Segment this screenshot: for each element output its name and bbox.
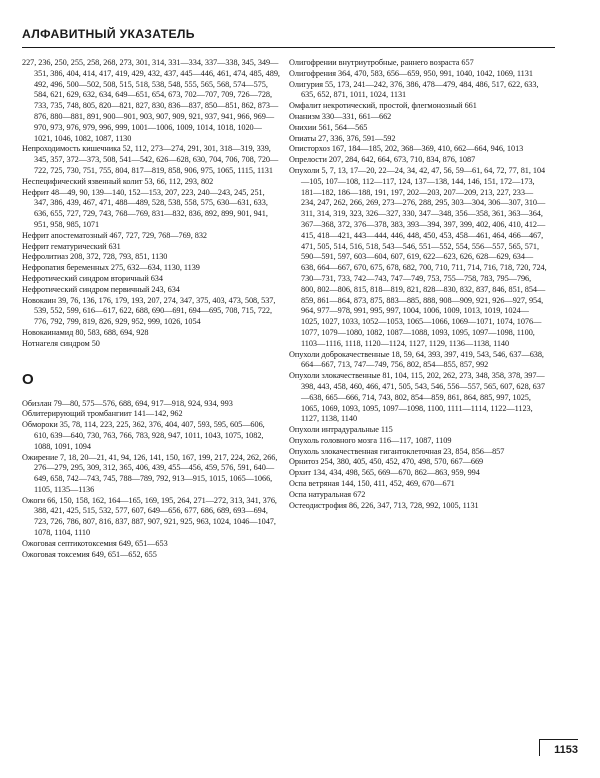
running-header: АЛФАВИТНЫЙ УКАЗАТЕЛЬ	[22, 27, 195, 41]
index-entry: Облитерирующий тромбангиит 141—142, 962	[22, 409, 183, 419]
index-entry: Новокаин 39, 76, 136, 176, 179, 193, 207, 274, 347, 375, 403, 473, 508, 537, 539, 552, 599, 616—617, 622, 688, 690—691, 694—695, 708, 715, 722, 776, 792, 799, 819, 826, 929, 952, 999, 1026, 1054	[22, 295, 276, 327]
index-entry: Нефрит 48—49, 90, 139—140, 152—153, 207, 223, 240—243, 245, 251, 347, 386, 439, 467, 471, 488—489, 528, 538, 558, 575, 630—631, 633, 636, 655, 727, 729, 743, 768—769, 831—832, 836, 892, 899, 901, 941, 951, 958, 985, 1071	[22, 187, 268, 229]
index-entry: Ожирение 7, 18, 20—21, 41, 94, 126, 141, 150, 167, 199, 217, 224, 262, 266, 276—279, 295, 309, 312, 365, 406, 439, 455—456, 459, 576, 591, 640—649, 658, 742—743, 745, 788—789, 792, 913—915, 1015, 1065—1066, 1105, 1135—1136	[22, 452, 278, 494]
index-entry: Оспа натуральная 672	[289, 489, 366, 499]
index-entry: Оспа ветряная 144, 150, 411, 452, 469, 670—671	[289, 479, 455, 489]
index-entry: Непроходимость кишечника 52, 112, 273—274, 291, 301, 318—319, 339, 345, 357, 372—373, 508, 541—542, 626—628, 630, 704, 706, 708, 720—722, 725, 730, 751, 755, 804, 817—819, 858, 906, 975, 1065, 1115, 1131	[22, 144, 279, 175]
index-entry: Олигофрении внутриутробные, раннего возраста 657	[289, 58, 474, 67]
index-entry: Опрелости 207, 284, 642, 664, 673, 710, 834, 876, 1087	[289, 155, 476, 165]
index-entry: Орнитоз 254, 380, 405, 450, 452, 470, 498, 570, 667—669	[289, 457, 484, 467]
index-entry: Орхит 134, 434, 498, 565, 669—670, 862—863, 959, 994	[289, 468, 480, 478]
index-entry: Омфалит некротический, простой, флегмонозный 661	[289, 101, 477, 111]
index-entry: Нефролитиаз 208, 372, 728, 793, 851, 1130	[22, 252, 168, 262]
index-entry: Нефропатия беременных 275, 632—634, 1130, 1139	[22, 263, 200, 273]
index-entry: Остеодистрофия 86, 226, 347, 713, 728, 992, 1005, 1131	[289, 500, 479, 510]
index-entry: Обмороки 35, 78, 114, 223, 225, 362, 376, 404, 407, 593, 595, 605—606, 610, 639—640, 730, 763, 766, 783, 928, 947, 1011, 1043, 1075, 1082, 1088, 1091, 1094	[22, 420, 265, 451]
index-entry: Нефротический синдром вторичный 634	[22, 273, 163, 283]
index-entry: Онанизм 330—331, 661—662	[289, 111, 392, 121]
index-entry: 227, 236, 250, 255, 258, 268, 273, 301, 314, 331—334, 337—338, 345, 349—351, 386, 404, 414, 417, 419, 429, 432, 437, 445—446, 461, 474, 485, 489, 492, 496, 500—502, 508, 515, 518, 538, 548, 555, 565, 568, 574—575, 584, 621, 629, 632, 634, 649—651, 654, 673, 702—707, 709, 726—728, 733, 735, 748, 805, 820—821, 827, 830, 836—837, 850—851, 862, 873—876, 880—881, 891, 900—901, 903, 907, 909, 921, 937, 941, 966, 969—970, 973, 976, 979, 996, 999, 1001—1006, 1009, 1014, 1018, 1020—1021, 1046, 1082, 1087, 1130	[22, 58, 280, 143]
index-entry: Обизлан 79—80, 575—576, 688, 694, 917—918, 924, 934, 993	[22, 398, 233, 408]
index-entry: Опухоли доброкачественные 18, 59, 64, 393, 397, 419, 543, 546, 637—638, 664—667, 713, 747—749, 756, 802, 854—855, 857, 992	[289, 349, 544, 370]
index-entry: Олигофрения 364, 470, 583, 656—659, 950, 991, 1040, 1042, 1069, 1131	[289, 68, 533, 78]
entries-continued-n	[22, 58, 280, 350]
index-entry: Ожоговая септикотоксемия 649, 651—653	[22, 538, 168, 548]
section-letter: О	[22, 370, 34, 388]
entries-letter-o-left	[22, 399, 280, 561]
index-entry: Ожоги 66, 150, 158, 162, 164—165, 169, 195, 264, 271—272, 313, 341, 376, 388, 421, 425, 515, 532, 577, 607, 649—656, 677, 686, 689, 693—694, 723, 726, 786, 807, 816, 837, 887, 907, 921, 925, 963, 1024, 1046—1047, 1078, 1104, 1110	[22, 495, 277, 538]
index-entry: Опухоли злокачественные 81, 104, 115, 202, 262, 273, 348, 358, 378, 397—398, 443, 458, 460, 466, 471, 505, 543, 546, 556—557, 565, 607, 628, 637—638, 665—666, 714, 743, 802, 854—859, 861, 864, 885, 997, 1025, 1065, 1069, 1093, 1095, 1097—1098, 1100, 1111—1114, 1122—1123, 1127, 1138, 1140	[289, 371, 545, 424]
right-column	[289, 58, 547, 511]
index-entry: Олигурия 55, 173, 241—242, 376, 386, 478—479, 484, 486, 517, 622, 633, 635, 652, 871, 1011, 1024, 1131	[289, 79, 539, 100]
index-entry: Нотнагеля синдром 50	[22, 338, 100, 348]
index-entry: Опухоль головного мозга 116—117, 1087, 1109	[289, 435, 452, 445]
header-rule	[22, 47, 555, 48]
index-entry: Нефрит гематурический 631	[22, 241, 121, 251]
index-entry: Описторхоз 167, 184—185, 202, 368—369, 410, 662—664, 946, 1013	[289, 144, 524, 154]
index-entry: Опухоль злокачественная гигантоклеточная 23, 854, 856—857	[289, 446, 505, 456]
index-entry: Новокаинамид 80, 583, 688, 694, 928	[22, 327, 149, 337]
index-entry: Опухоли 5, 7, 13, 17—20, 22—24, 34, 42, 47, 56, 59—61, 64, 72, 77, 81, 104—105, 107—108, 112—117, 124, 137—138, 144, 146, 151, 172—173, 181—182, 186—188, 191, 197, 202—203, 207—209, 213, 227, 233—234, 247, 262, 266, 269, 273—276, 288, 295, 303—304, 306—307, 310—311, 314, 319, 323, 326—327, 330, 347—348, 356—358, 361, 363—364, 367—368, 372, 376—378, 383, 393—394, 397, 399, 402, 406, 410, 412—415, 418—421, 443—444, 446, 448, 450, 453, 458—461, 464, 466—467, 471, 505, 514, 516, 518, 543—546, 551—552, 554, 556—557, 565, 571, 590—591, 597, 603—604, 607, 619, 622—623, 626, 628—629, 634—638, 664—667, 670, 675, 678, 682, 700, 710, 711, 714, 716, 718, 720, 724, 730—731, 733, 742—743, 747—749, 753, 755—758, 783, 795—796, 800, 802—806, 815, 818—819, 821, 828—830, 832, 837, 846, 851, 854—859, 861—864, 873, 875, 883—885, 888, 908—909, 921, 926—927, 954, 964, 977—978, 991, 995, 997, 1004, 1006, 1009, 1013, 1019, 1024—1025, 1027, 1033, 1052—1053, 1065—1066, 1069—1071, 1074, 1076—1077, 1079—1080, 1082, 1087—1088, 1093, 1095, 1097—1098, 1100, 1103—1116, 1118, 1120—1124, 1127, 1129, 1136—1138, 1140	[289, 165, 547, 348]
index-entry: Опухоли интрадуральные 115	[289, 425, 393, 435]
index-entry: Неспецифический язвенный колит 53, 66, 112, 293, 802	[22, 176, 214, 186]
entries-letter-o-right	[289, 58, 547, 511]
index-entry: Онихии 561, 564—565	[289, 122, 368, 132]
index-entry: Нефрит апостематозный 467, 727, 729, 768—769, 832	[22, 230, 207, 240]
left-column	[22, 58, 280, 560]
index-entry: Ожоговая токсемия 649, 651—652, 655	[22, 549, 157, 559]
index-entry: Опиаты 27, 336, 376, 591—592	[289, 133, 396, 143]
page-number: 1153	[539, 739, 578, 756]
index-entry: Нефротический синдром первичный 243, 634	[22, 284, 180, 294]
